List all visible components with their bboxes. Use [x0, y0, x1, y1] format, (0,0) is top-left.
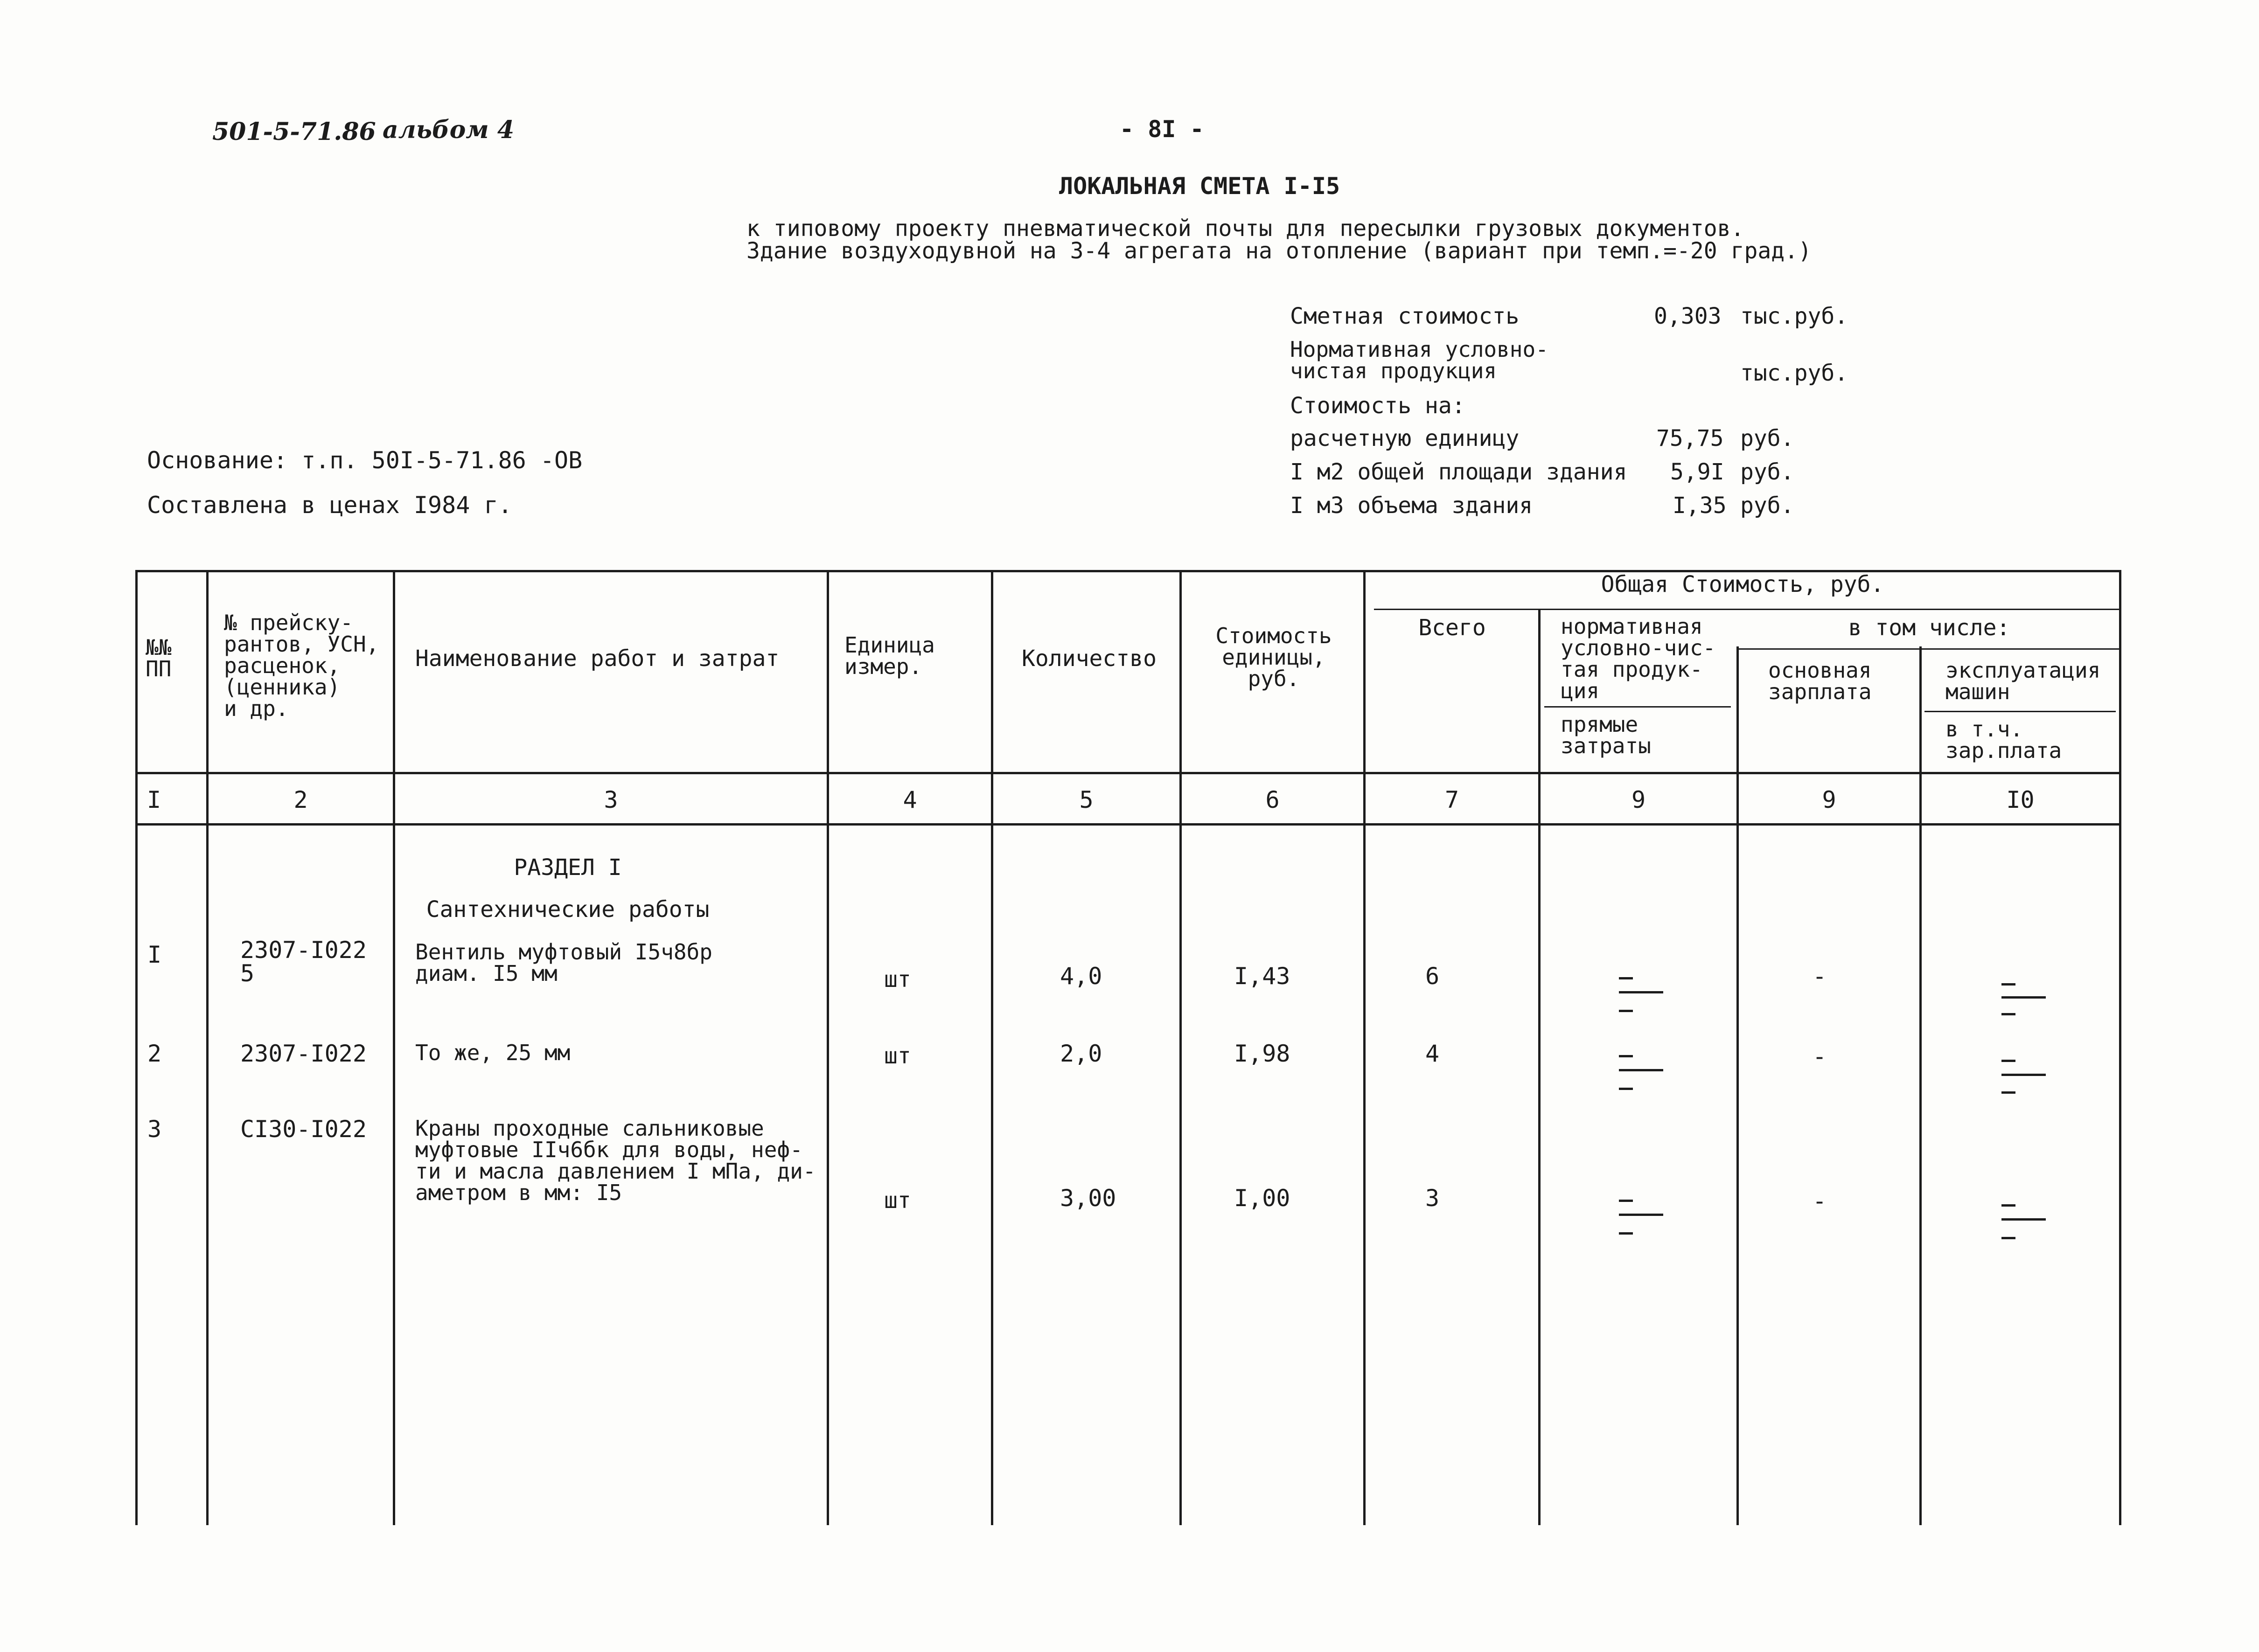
unit: шт — [884, 1043, 911, 1069]
album-note: альбом 4 — [383, 116, 515, 144]
estimated-cost-label: Сметная стоимость — [1290, 303, 1520, 329]
base-salary: - — [1813, 963, 1827, 990]
empty-value-marks — [1619, 1055, 1633, 1057]
col-number-2: 2 — [293, 786, 308, 813]
work-name: Краны проходные сальниковые муфтовые IIч6бк для воды, неф- ти и масла давлением I мПа, ди- аметром в мм: I5 — [415, 1116, 816, 1205]
estimated-cost-unit: тыс.руб. — [1740, 303, 1848, 329]
empty-value-marks — [2001, 983, 2015, 986]
normative-product-unit: тыс.руб. — [1740, 360, 1848, 386]
quantity: 4,0 — [1060, 963, 1102, 990]
price-list-code: 2307-I022 5 — [240, 937, 367, 987]
header-unit: Единица измер. — [844, 632, 935, 679]
unit: шт — [884, 966, 911, 993]
subtitle-line-1: к типовому проекту пневматической почты для пересылки грузовых документов. — [746, 215, 1744, 242]
m2-cost-label: I м2 общей площади здания — [1290, 459, 1627, 485]
price-list-code: 2307-I022 — [240, 1040, 367, 1067]
header-direct-costs: прямые затраты — [1561, 712, 1651, 758]
quantity: 3,00 — [1060, 1185, 1116, 1212]
m2-cost-unit: руб. — [1740, 459, 1794, 485]
empty-value-marks — [1619, 977, 1633, 979]
col-number-3: 3 — [604, 786, 618, 813]
col-number-6: 6 — [1265, 786, 1280, 813]
m3-cost-label: I м3 объема здания — [1290, 493, 1533, 519]
section-title: РАЗДЕЛ I — [514, 854, 622, 881]
row-number: 3 — [147, 1116, 162, 1143]
m2-cost-value: 5,9I — [1670, 459, 1724, 485]
quantity: 2,0 — [1060, 1040, 1102, 1067]
empty-value-marks — [2001, 1204, 2015, 1207]
empty-value-marks — [2001, 1060, 2015, 1062]
total-cost: 3 — [1425, 1185, 1440, 1212]
normative-product-label: Нормативная условно- чистая продукция — [1290, 337, 1548, 383]
work-name: Вентиль муфтовый I5ч8бр диам. I5 мм — [415, 939, 712, 986]
m3-cost-value: I,35 — [1673, 493, 1727, 519]
header-machine-operation: эксплуатация машин — [1945, 658, 2101, 704]
prices-year-line: Составлена в ценах I984 г. — [147, 492, 512, 519]
header-unit-cost: Стоимость единицы, руб. — [1215, 623, 1332, 691]
col-number-4: 4 — [903, 786, 917, 813]
work-name: То же, 25 мм — [415, 1040, 571, 1065]
col-number-8: 9 — [1631, 786, 1646, 813]
col-number-5: 5 — [1079, 786, 1094, 813]
base-salary: - — [1813, 1043, 1827, 1070]
basis-line: Основание: т.п. 50I-5-71.86 -ОВ — [147, 447, 583, 474]
total-cost: 4 — [1425, 1040, 1440, 1067]
unit-cost-label: расчетную единицу — [1290, 425, 1520, 451]
col-number-7: 7 — [1444, 786, 1459, 813]
unit-cost: I,98 — [1234, 1040, 1290, 1067]
header-normative-product: нормативная условно-чис- тая продук- ция — [1561, 614, 1716, 703]
unit-cost-value: 75,75 — [1656, 425, 1724, 451]
estimated-cost-value: 0,303 — [1654, 303, 1722, 329]
col-number-9: 9 — [1822, 786, 1836, 813]
header-machine-salary: в т.ч. зар.плата — [1945, 716, 2062, 763]
page-number: - 8I - — [1120, 116, 1204, 143]
col-number-1: I — [146, 786, 161, 813]
row-number: 2 — [147, 1040, 162, 1067]
section-subtitle: Сантехнические работы — [426, 896, 710, 923]
row-number: I — [147, 941, 162, 968]
header-including-group: в том числе: — [1848, 615, 2010, 641]
m3-cost-unit: руб. — [1740, 493, 1794, 519]
price-list-code: CI30-I022 — [240, 1116, 367, 1143]
empty-value-marks — [1619, 1200, 1633, 1202]
document-code: 501-5-71.86 — [212, 118, 376, 146]
unit-cost: I,43 — [1234, 963, 1290, 990]
document-title: ЛОКАЛЬНАЯ СМЕТА I-I5 — [1059, 173, 1340, 200]
header-row-number: №№ ПП — [146, 635, 172, 681]
subtitle-line-2: Здание воздуходувной на 3-4 агрегата на отопление (вариант при темп.=-20 град.) — [746, 238, 1812, 264]
unit-cost-unit: руб. — [1740, 425, 1794, 451]
header-price-list: № прейску- рантов, УСН, расценок, (ценника) и др. — [224, 610, 379, 721]
cost-on-label: Стоимость на: — [1290, 393, 1465, 419]
header-quantity: Количество — [1022, 646, 1157, 672]
total-cost: 6 — [1425, 963, 1440, 990]
header-work-name: Наименование работ и затрат — [415, 646, 780, 672]
unit: шт — [884, 1187, 911, 1214]
header-total: Всего — [1418, 615, 1486, 641]
col-number-10: I0 — [2006, 786, 2035, 813]
base-salary: - — [1813, 1187, 1827, 1215]
unit-cost: I,00 — [1234, 1185, 1290, 1212]
header-base-salary: основная зарплата — [1768, 658, 1872, 704]
header-total-group: Общая Стоимость, руб. — [1601, 571, 1884, 597]
